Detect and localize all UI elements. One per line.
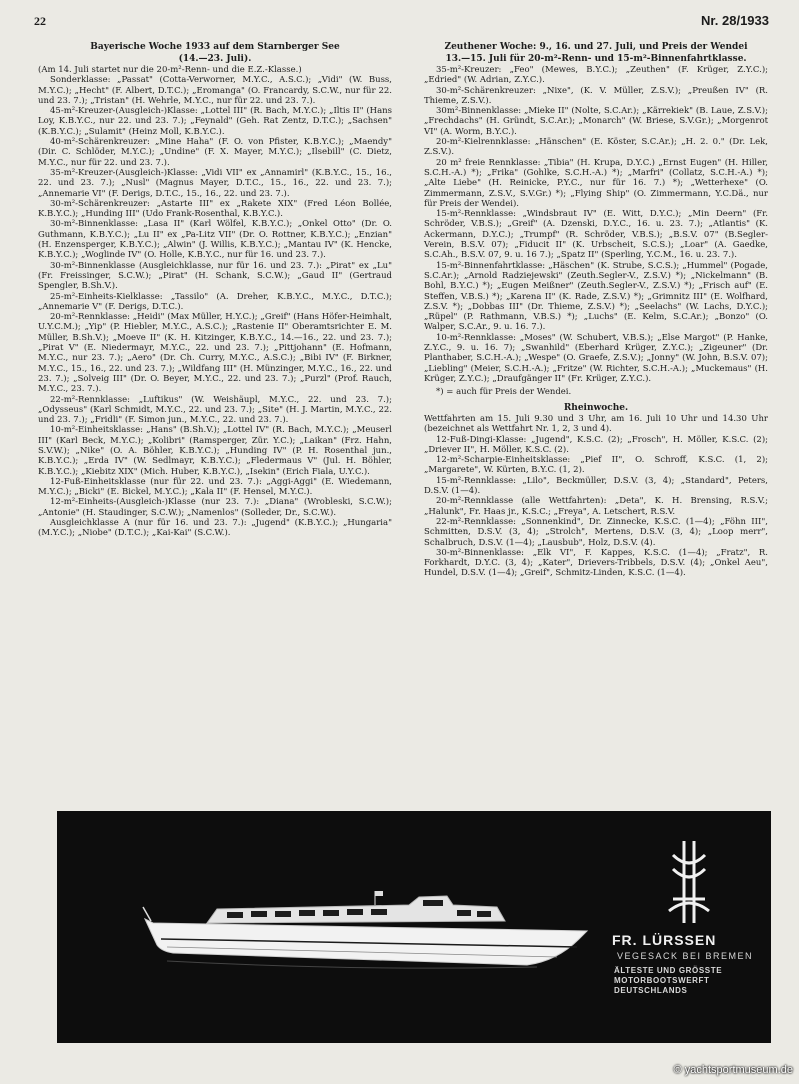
class-entry: 12-m²-Scharpie-Einheitsklasse: „Pief II", O. Schroff, K.S.C. (1, 2); „Margarete", W. Kürten, B.Y.C. (1, 2). (424, 455, 768, 476)
tagline-line: ÄLTESTE UND GRÖSSTE (614, 966, 723, 975)
class-entry: 40-m²-Schärenkreuzer: „Mine Haha" (F. O. von Pfister, K.B.Y.C.); „Maendy" (Dir. C. Schlöder, M.Y.C.); „Undine" (F. X. Mayer, M.Y.C.); „Ilsebill" (C. Dietz, M.Y.C., nur für 22. und 23. 7.). (38, 137, 392, 168)
class-entry: 45-m²-Kreuzer-(Ausgleich-)Klasse: „Lottel III" (R. Bach, M.Y.C.); „Iltis II" (Hans Loy, K.B.Y.C., nur 22. und 23. 7.); „Feynald" (Geh. Rat Zentz, D.T.C.); „Sachsen" (K.B.Y.C.); „Sulamit" (Heinz Moll, K.B.Y.C.). (38, 106, 392, 137)
class-entry: 30m²-Binnenklasse: „Mieke II" (Nolte, S.C.Ar.); „Kärrekiek" (B. Laue, Z.S.V.); „Frechdachs" (H. Gründt, S.C.Ar.); „Monarch" (W. Briese, S.V.Gr.); „Morgenrot VI" (A. Worm, B.Y.C.). (424, 106, 768, 137)
left-intro: (Am 14. Juli startet nur die 20-m²-Renn- und die E.Z.-Klasse.) (38, 65, 302, 75)
watermark: © yachtsportmuseum.de (673, 1064, 793, 1076)
company-tagline (614, 966, 748, 996)
rheinwoche-title: Rheinwoche. (563, 402, 629, 413)
class-entry: 30-m²-Binnenklasse: „Lasa II" (Karl Wölfel, K.B.Y.C.); „Onkel Otto" (Dr. O. Guthmann, K.B.Y.C.); „Lu II" ex „Pa-Litz VII" (Dr. O. Rottner, K.B.Y.C.); „Enzian" (H. Enzensperger, K.B.Y.C.); „Alwin" (J. Willis, K.B.Y.C.); „Mantau IV" (K. Hencke, K.B.Y.C.); „Woglinde IV" (O. Holle, K.B.Y.C., nur für 16. und 23. 7.). (38, 219, 392, 261)
right-section-title: Zeuthener Woche: 9., 16. und 27. Juli, und Preis der Wendei (444, 42, 748, 52)
class-entry: 35-m²-Kreuzer-(Ausgleich-)Klasse: „Vidi VII" ex „Annamirl" (K.B.Y.C., 15., 16., 22. und 23. 7.); „Nusl" (Magnus Mayer, D.T.C., 15., 16., 22. und 23. 7.); „Annemarie VI" (F. Derigs, D.T.C., 15., 16., 22. und 23. 7.). (38, 167, 392, 199)
left-column (38, 42, 392, 539)
class-entry: 22-m²-Rennklasse: „Luftikus" (W. Weishäupl, M.Y.C., 22. und 23. 7.); „Odysseus" (Karl Schmidt, M.Y.C., 22. und 23. 7.); „Site" (H. J. Martin, M.Y.C., 22. und 23. 7.); „Fridli" (F. Simon jun., M.Y.C., 22. und 23. 7.). (38, 394, 392, 426)
class-entry: 35-m²-Kreuzer: „Feo" (Mewes, B.Y.C.); „Zeuthen" (F. Krüger, Z.Y.C.); „Edried" (W. Adrian, Z.Y.C.). (424, 65, 768, 86)
footnote: *) = auch für Preis der Wendei. (436, 387, 572, 398)
tagline-line: MOTORBOOTSWERFT (614, 976, 710, 985)
class-entry: 10-m²-Einheitsklasse: „Hans" (B.Sh.V.); „Lottel IV" (R. Bach, M.Y.C.); „Meuserl III" (Karl Beck, M.Y.C.); „Kolibri" (Ramsperger, Zür. Y.C.); „Laikan" (Frz. Hahn, S.V.W.); „Nike" (O. A. Böhler, K.B.Y.C.); „Hunding IV" (P. H. Rosenthal jun., K.B.Y.C.); „Erda IV" (W. Sedlmayr, K.B.Y.C.); „Fledermaus V" (Jul. H. Böhler, K.B.Y.C.); „Kiebitz XIX" (Mich. Huber, K.B.Y.C.), „Isekin" (Erich Fiala, U.Y.C.). (38, 425, 392, 477)
tagline-line: DEUTSCHLANDS (614, 986, 688, 995)
class-entry: 25-m²-Einheits-Kielklasse: „Tassilo" (A. Dreher, K.B.Y.C., M.Y.C., D.T.C.); „Annemarie V" (F. Derigs, D.T.C.). (38, 291, 392, 312)
company-location: VEGESACK BEI BREMEN (617, 951, 754, 961)
page-number: 22 (34, 14, 46, 28)
left-section-title: Bayerische Woche 1933 auf dem Starnberger See (90, 42, 340, 52)
class-entry: 12-Fuß-Einheitsklasse (nur für 22. und 23. 7.): „Aggi-Aggi" (E. Wiedemann, M.Y.C.); „Bicki" (E. Bickel, M.Y.C.); „Kala II" (F. Hensel, M.Y.C.). (38, 476, 392, 498)
class-entry: 20-m²-Kielrennklasse: „Hänschen" (E. Köster, S.C.Ar.); „H. 2. 0." (Dr. Lek, Z.S.V.). (424, 137, 768, 158)
class-entry: 20-m²-Rennklasse: „Heidi" (Max Müller, H.Y.C.); „Greif" (Hans Höfer-Heimhalt, U.Y.C.M.); „Yip" (P. Hiebler, M.Y.C., A.S.C.); „Rastenie II" Oberamtsrichter E. M. Müller, B.Sh.V.); „Moeve II" (K. H. Kitzinger, K.B.Y.C., 14.—16., 22. und 23. 7.); „Pirat V" (E. Niedermayr, M.Y.C., 22. und 23. 7.); „Pittjohann" (E. Hofmann, M.Y.C., nur 23. 7.); „Aero" (Dr. Ch. Curry, M.Y.C., A.S.C.); „Bibi IV" (F. Birkner, M.Y.C., 15., 16., 22. und 23. 7.); „Wildfang III" (H. Münzinger, M.Y.C., 16., 22. und 23. 7.); „Solveig III" (Dr. O. Beyer, M.Y.C., 22. und 23. 7.); „Purzl" (Prof. Rauch, M.Y.C., 23. 7.). (38, 312, 392, 395)
class-entry: Sonderklasse: „Passat" (Cotta-Verworner, M.Y.C., A.S.C.); „Vidi" (W. Buss, M.Y.C.); „Hecht" (F. Albert, D.T.C.); „Eromanga" (O. Francardy, S.C.W., nur für 22. und 23. 7.); „Tristan" (H. Wehrle, M.Y.C., nur für 22. und 23. 7.). (38, 75, 392, 106)
class-entry: Ausgleichklasse A (nur für 16. und 23. 7.): „Jugend" (K.B.Y.C.); „Hungaria" (M.Y.C.); „Niobe" (D.T.C.); „Kai-Kai" (S.C.W.). (38, 518, 392, 539)
luerssen-advertisement (57, 811, 771, 1043)
class-entry: 12-Fuß-Dingi-Klasse: „Jugend", K.S.C. (2); „Frosch", H. Möller, K.S.C. (2); „Driever II", H. Möller, K.S.C. (2). (424, 434, 768, 455)
right-section-subtitle: 13.—15. Juli für 20-m²-Renn- und 15-m²-Binnenfahrtklasse. (445, 53, 747, 64)
left-section-dates: (14.—23. Juli). (178, 53, 252, 64)
class-entry: 30-m²-Schärenkreuzer: „Nixe", (K. V. Müller, Z.S.V.); „Preußen IV" (R. Thieme, Z.S.V.). (424, 85, 768, 106)
class-entry: 15-m²-Rennklasse: „Lilo", Beckmüller, D.S.V. (3, 4); „Standard", Peters, D.S.V. (1—4). (424, 475, 768, 497)
right-column (424, 42, 768, 579)
motor-yacht-icon (57, 811, 771, 1043)
class-entry: 30-m²-Schärenkreuzer: „Astarte III" ex „Rakete XIX" (Fred Léon Bollée, K.B.Y.C.); „Hunding III" (Udo Frank-Rosenthal, K.B.Y.C.). (38, 198, 392, 220)
class-entry: 12-m²-Einheits-(Ausgleich-)Klasse (nur 23. 7.): „Diana" (Wrobleski, S.C.W.); „Antonie" (H. Staudinger, S.C.W.); „Namenlos" (Solleder, Dr., S.C.W.). (38, 497, 392, 518)
class-entry: 30-m²-Binnenklasse (Ausgleichklasse, nur für 16. und 23. 7.): „Pirat" ex „Lu" (Fr. Freissinger, S.C.W.); „Pirat" (H. Schank, S.C.W.); „Gaud II" (Gertraud Spengler, B.Sh.V.). (38, 260, 392, 292)
class-entry: 30-m²-Binnenklasse: „Elk VI", F. Kappes, K.S.C. (1—4); „Fratz", R. Forkhardt, D.Y.C. (3, 4); „Kater", Drievers-Tribbels, D.S.V. (4); „Onkel Aeu", Hundel, D.S.V. (1—4); „Greif", Schmitz-Linden, K.S.C. (1—4). (424, 547, 768, 579)
class-entry: 15-m²-Binnenfahrtklasse: „Häschen" (K. Strube, S.C.S.); „Hummel" (Pogade, S.C.Ar.); „Arnold Radziejewski" (Zeuth.Segler-V., Z.S.V.) *); „Nickelmann" (B. Bohl, B.Y.C.) *); „Eugen Meißner" (Zeuth.Segler-V., Z.S.V.) *); „Frisch auf" (E. Steffen, V.B.S.) *); „Karena II" (K. Rade, Z.S.V.) *); „Grimnitz III" (E. Wolfhard, Z.S.V. *); „Dobbas III" (Dr. Thieme, Z.S.V.) *); „Seelachs" (W. Lachs, D.Y.C.); „Rüpel" (P. Rathmann, V.B.S.) *); „Luchs" (E. Kelm, S.C.Ar.); „Bonzo" (O. Walper, S.C.Ar., 9. u. 16. 7.). (424, 260, 768, 333)
class-entry: 22-m²-Rennklasse: „Sonnenkind", Dr. Zinnecke, K.S.C. (1—4); „Föhn III", Schmitten, D.S.V. (3, 4); „Strolch", Mertens, D.S.V. (3, 4); „Loop merr", Schalbruch, D.S.V. (1—4); „Lausbub", Holz, D.S.V. (4). (424, 516, 768, 548)
class-entry: 20-m²-Rennklasse (alle Wettfahrten): „Deta", K. H. Brensing, R.S.V.; „Halunk", Fr. Haas jr., K.S.C.; „Freya", A. Letschert, R.S.V. (424, 496, 768, 517)
luerssen-monogram-icon (669, 841, 709, 923)
class-entry: 20 m² freie Rennklasse: „Tibia" (H. Krupa, D.Y.C.) „Ernst Eugen" (H. Hiller, S.C.H.-A.) *); „Frika" (Gohlke, S.C.H.-A.) *); „Marfri" (Collatz, S.C.H.-A.) *); „Alte Liebe" (H. Reinicke, P.Y.C., nur für 16. 7.) *); „Wetterhexe" (O. Zimmermann, Z.S.V., S.V.Gr.) *); „Flying Ship" (O. Zimmermann, Y.C.Dä., nur für Preis der Wendei). (424, 157, 768, 209)
company-name: FR. LÜRSSEN (612, 932, 717, 948)
class-entry: 15-m²-Rennklasse: „Windsbraut IV" (E. Witt, D.Y.C.); „Min Deern" (Fr. Schröder, V.B.S.); „Greif" (A. Dzenski, D.Y.C., 16. u. 23. 7.); „Atlantis" (K. Ackermann, D.Y.C.); „Trumpf" (R. Schröder, V.B.S.); „B.S.V. 07" (B.Segler-Verein, B.S.V. 07); „Fiducit II" (K. Urbscheit, S.C.S.); „Loar" (A. Gaedke, S.C.Ah., B.S.V. 07, 9. u. 16 7.); „Spatz II" (Sperling, Y.C.M., 16. u. 23. 7.). (424, 209, 768, 261)
class-entry: 10-m²-Rennklasse: „Moses" (W. Schubert, V.B.S.); „Else Margot" (P. Hanke, Z.Y.C., 9. u. 16. 7); „Swanhild" (Eberhard Krüger, Z.Y.C.); „Zigeuner" (Dr. Planthaber, S.C.H.-A.); „Wespe" (O. Graefe, Z.S.V.); „Jonny" (W. John, B.S.V. 07); „Liebling" (Meier, S.C.H.-A.); „Fritze" (W. Richter, S.C.H.-A.); „Muckemaus" (H. Krüger, Z.Y.C.); „Draufgänger II" (Fr. Krüger, Z.Y.C.). (424, 332, 768, 384)
rheinwoche-intro: Wettfahrten am 15. Juli 9.30 und 3 Uhr, am 16. Juli 10 Uhr und 14.30 Uhr (bezeichnet als Wettfahrt Nr. 1, 2, 3 und 4). (424, 414, 768, 435)
issue-number: Nr. 28/1933 (701, 13, 769, 28)
